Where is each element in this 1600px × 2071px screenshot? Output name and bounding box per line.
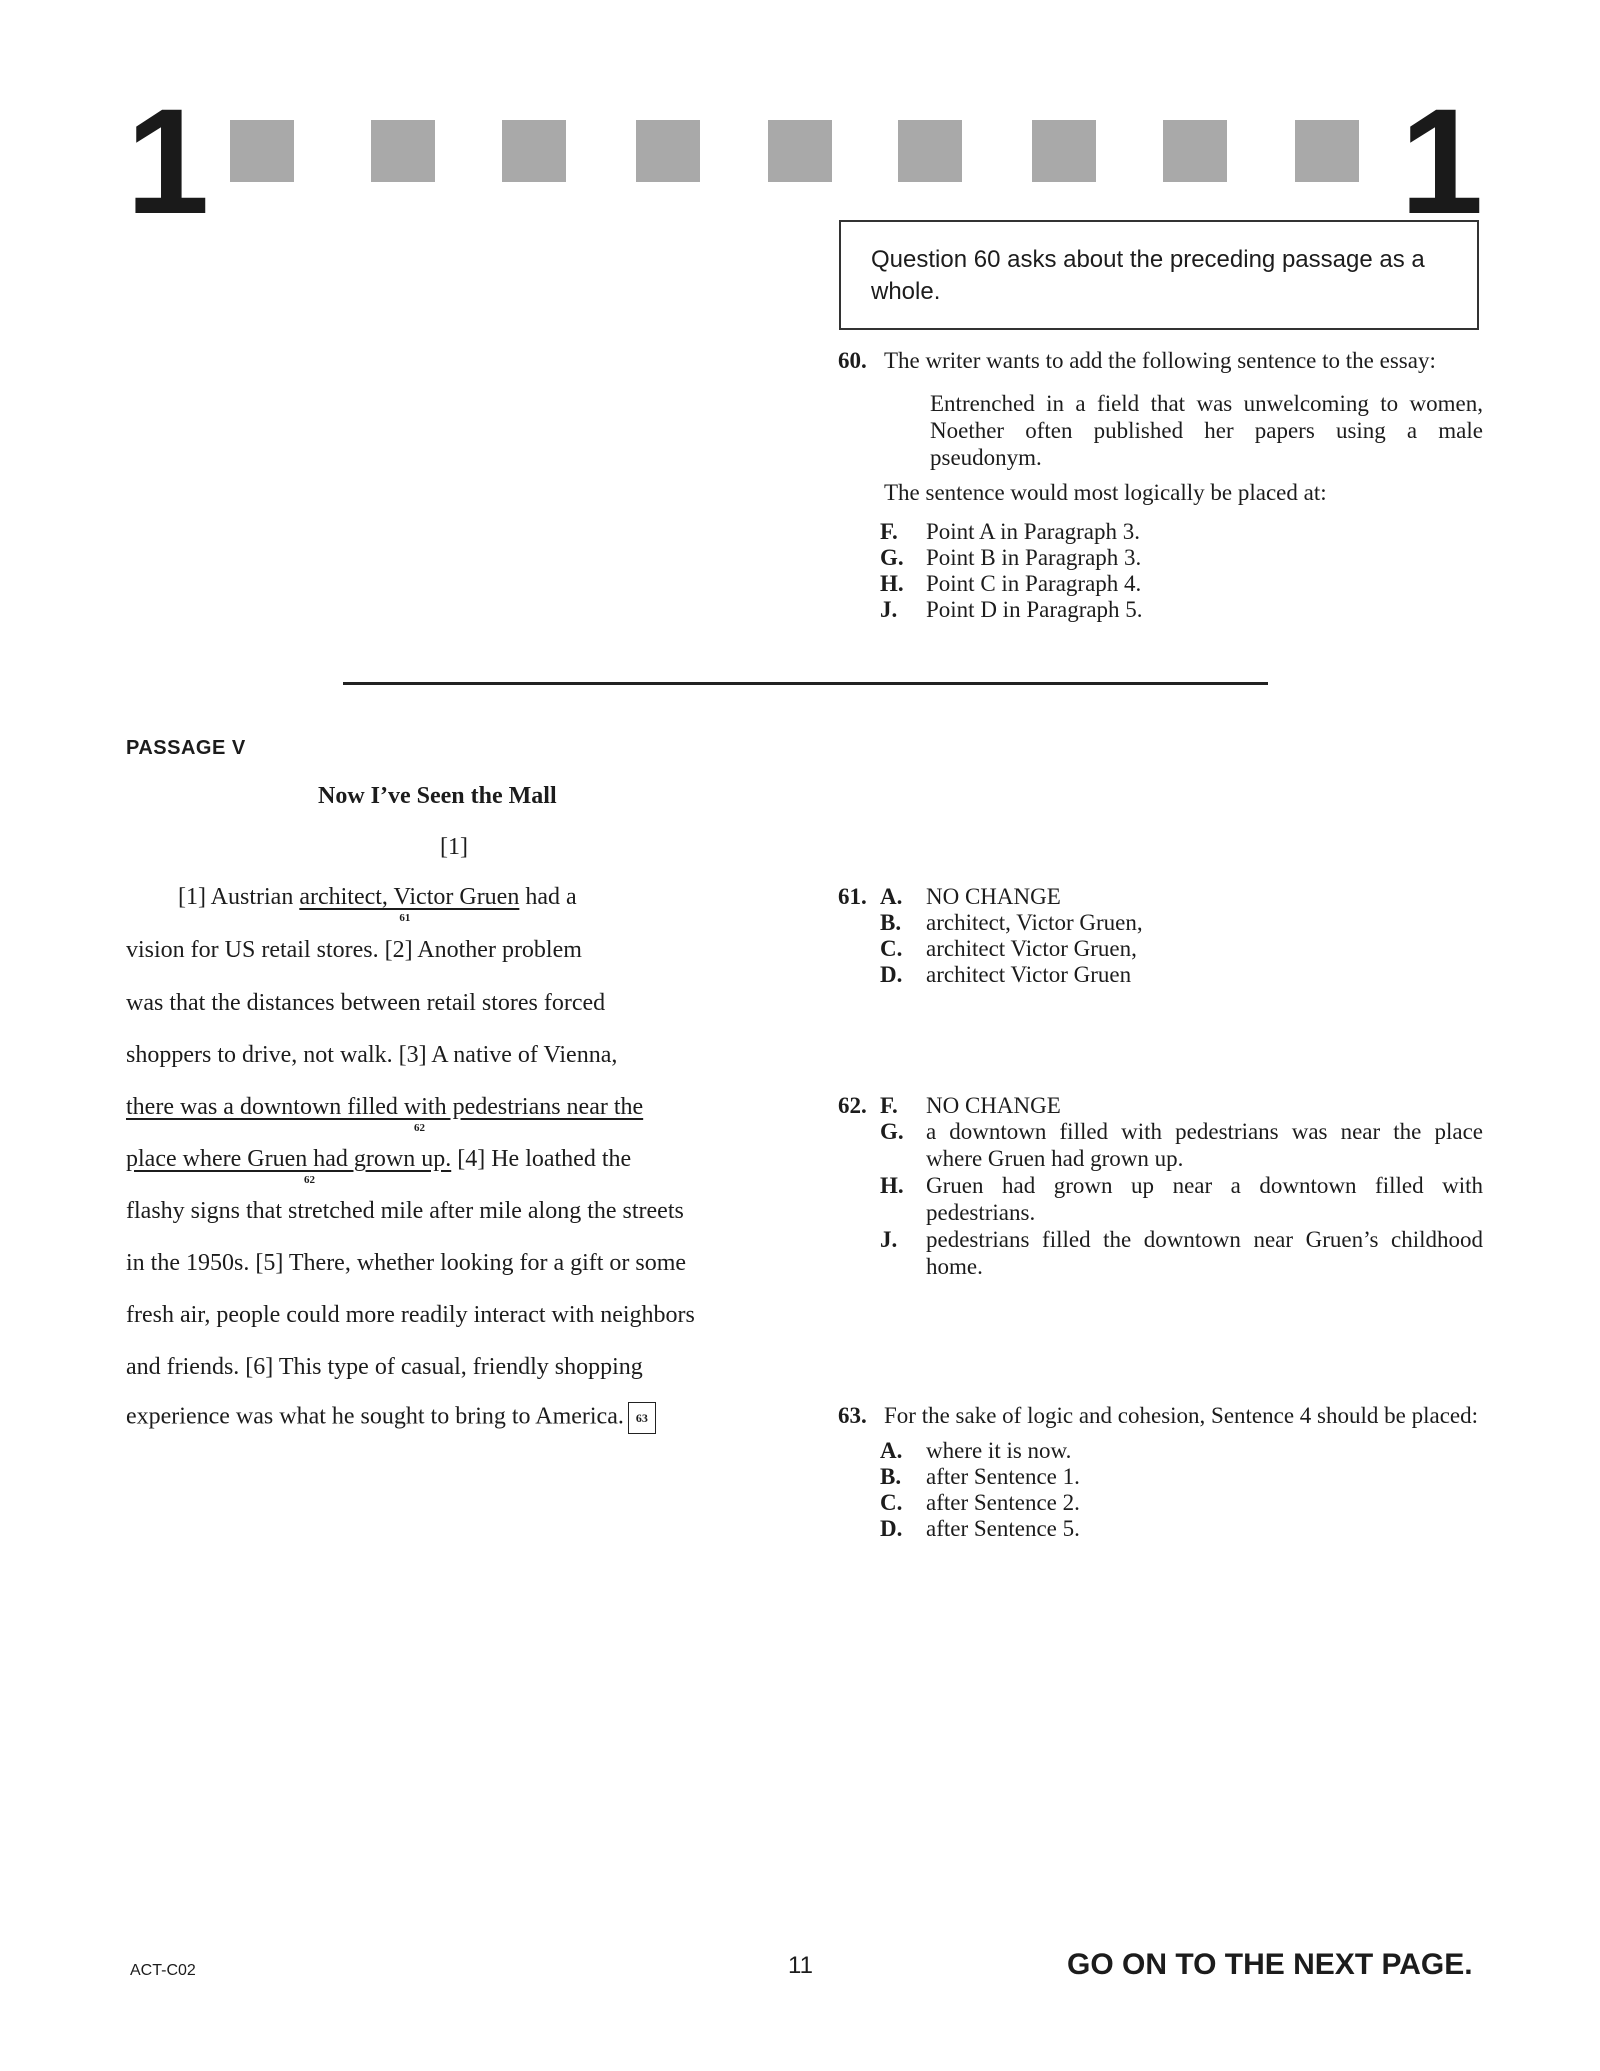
passage-line: in the 1950s. [5] There, whether looking for a gift or some [126, 1250, 687, 1276]
question-61 [838, 883, 1483, 987]
header-square [1032, 120, 1096, 182]
header-square [502, 120, 566, 182]
answer-option-d[interactable]: D. after Sentence 5. [880, 1516, 1080, 1541]
passage-line: shoppers to drive, not walk. [3] A native of Vienna, [126, 1042, 618, 1068]
answer-option-g[interactable]: G. Point B in Paragraph 3. [880, 545, 1142, 570]
header-square [636, 120, 700, 182]
question-60 [838, 347, 1483, 622]
answer-option-a[interactable]: A. where it is now. [880, 1438, 1072, 1463]
quoted-sentence: Entrenched in a field that was unwelcoming to women, Noether often published her papers using a male pseudonym. [930, 391, 1483, 470]
underlined-portion-62-cont[interactable]: place where Gruen had grown up. 62 [126, 1146, 452, 1186]
underlined-portion-62[interactable]: there was a downtown filled with pedestrians near the 62 [126, 1094, 644, 1134]
underlined-portion-61[interactable]: architect, Victor Gruen 61 [299, 884, 520, 924]
passage-line: flashy signs that stretched mile after mile along the streets [126, 1198, 684, 1224]
question-62 [838, 1092, 1483, 1280]
next-page-notice: GO ON TO THE NEXT PAGE. [1067, 1948, 1473, 1981]
notice-text: Question 60 asks about the preceding passage as a whole. [871, 246, 1425, 305]
header-square [768, 120, 832, 182]
question-stem: For the sake of logic and cohesion, Sentence 4 should be placed: [884, 1403, 1479, 1428]
answer-option-b[interactable]: B. architect, Victor Gruen, [880, 910, 1143, 935]
answer-option-b[interactable]: B. after Sentence 1. [880, 1464, 1080, 1489]
section-number-left: 1 [126, 77, 210, 245]
passage-line: [1] Austrian architect, Victor Gruen 61 had a [178, 884, 577, 924]
answer-option-c[interactable]: C. architect Victor Gruen, [880, 936, 1137, 961]
underline-number: 62 [414, 1122, 425, 1134]
header-square [1295, 120, 1359, 182]
answer-option-h[interactable]: H. Gruen had grown up near a downtown filled with pedestrians. [880, 1173, 1483, 1225]
answer-option-c[interactable]: C. after Sentence 2. [880, 1490, 1080, 1515]
question-stem: The writer wants to add the following sentence to the essay: [884, 348, 1436, 373]
answer-option-d[interactable]: D. architect Victor Gruen [880, 962, 1132, 987]
passage-line: place where Gruen had grown up. 62 [4] He loathed the [126, 1146, 632, 1186]
section-number-right: 1 [1400, 77, 1484, 245]
header-square [1163, 120, 1227, 182]
question-number: 61. [838, 884, 867, 909]
question-box-63[interactable]: 63 [628, 1402, 656, 1434]
page-number: 11 [788, 1952, 813, 1979]
notice-box [839, 220, 1479, 330]
paragraph-number: [1] [440, 834, 468, 860]
question-number: 62. [838, 1093, 867, 1118]
answer-option-g[interactable]: G. a downtown filled with pedestrians was near the place where Gruen had grown up. [880, 1119, 1483, 1171]
header-square [898, 120, 962, 182]
underline-number: 62 [304, 1174, 315, 1186]
question-number: 63. [838, 1403, 867, 1428]
passage-line [126, 1094, 644, 1134]
passage-title: Now I’ve Seen the Mall [318, 783, 557, 809]
answer-option-f[interactable]: F. Point A in Paragraph 3. [880, 519, 1141, 544]
answer-option-f[interactable]: F. NO CHANGE [880, 1093, 1061, 1118]
passage-line: fresh air, people could more readily interact with neighbors [126, 1302, 695, 1328]
form-code: ACT-C02 [130, 1962, 196, 1979]
passage-line: and friends. [6] This type of casual, friendly shopping [126, 1354, 643, 1380]
answer-option-h[interactable]: H. Point C in Paragraph 4. [880, 571, 1142, 596]
section-divider [343, 682, 1268, 685]
header-square [371, 120, 435, 182]
answer-option-j[interactable]: J. pedestrians filled the downtown near Gruen’s childhood home. [880, 1227, 1483, 1279]
answer-option-j[interactable]: J. Point D in Paragraph 5. [880, 597, 1143, 622]
passage-label: PASSAGE V [126, 737, 246, 759]
underline-number: 61 [399, 912, 411, 924]
header-square [230, 120, 294, 182]
passage-line: was that the distances between retail stores forced [126, 990, 606, 1016]
answer-option-a[interactable]: A. NO CHANGE [880, 884, 1061, 909]
passage-line: vision for US retail stores. [2] Another problem [126, 937, 582, 963]
question-prompt: The sentence would most logically be placed at: [884, 480, 1327, 505]
passage-line: experience was what he sought to bring to America. 63 [126, 1402, 656, 1434]
question-number: 60. [838, 348, 867, 373]
question-63 [838, 1402, 1483, 1541]
